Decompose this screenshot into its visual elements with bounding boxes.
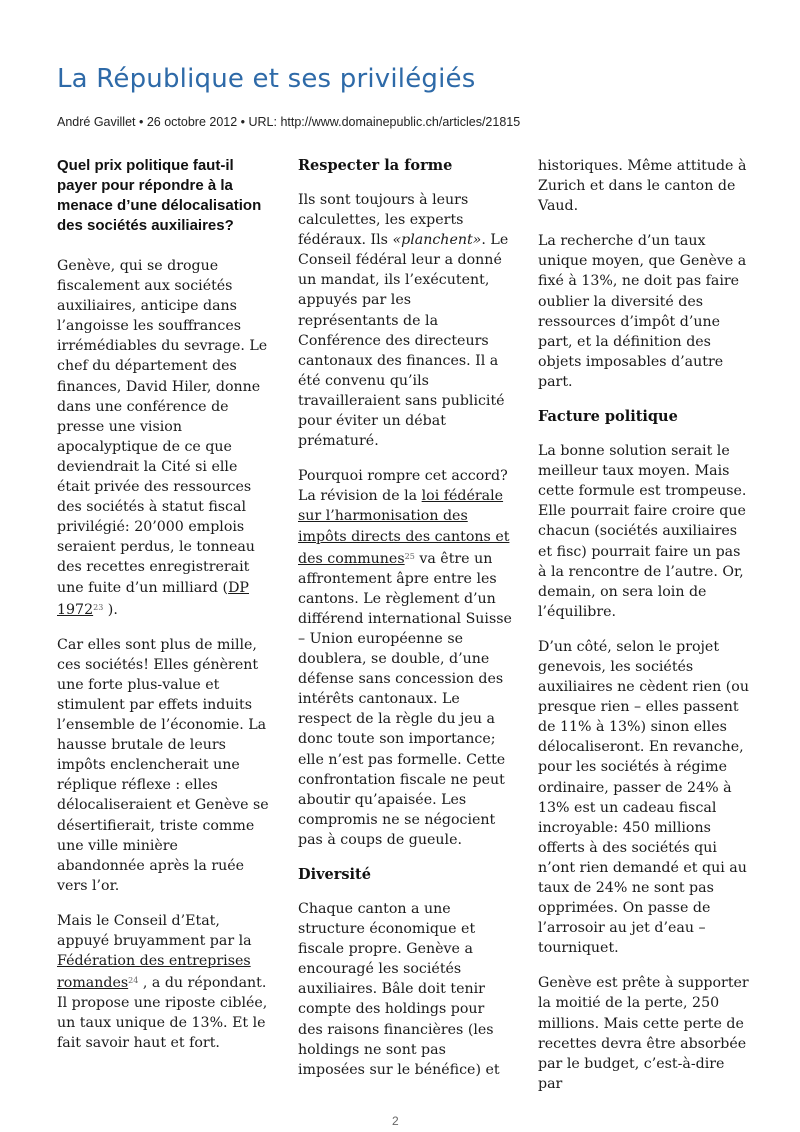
footnote-ref[interactable]: 25 xyxy=(404,551,415,561)
paragraph: Chaque canton a une structure économique et fiscale propre. Genève a encouragé les sociétés auxiliaires. Bâle doit tenir compte des holdings pour des raisons financières (les holdings ne sont pas imposées sur le bénéfice) et xyxy=(298,901,500,1078)
text-run: , a du répondant. Il propose une riposte ciblée, un taux unique de 13%. Et le fait savoir haut et fort. xyxy=(57,975,268,1052)
text-run: Genève, qui se drogue fiscalement aux sociétés auxiliaires, anticipe dans l’angoisse les souffrances irrémédiables du sevrage. Le chef du département des finances, David Hiler, donne dans une conférence de presse une vision apocalyptique de ce que deviendrait la Cité si elle était privée des ressources des sociétés à statut fiscal privilégié: 20’000 emplois seraient perdus, le tonneau des recettes enregistrerait une fuite d’un milliard ( xyxy=(57,258,268,596)
paragraph: Car elles sont plus de mille, ces sociétés! Elles génèrent une forte plus-value et stimulent par effets induits l’ensemble de l’économie. La hausse brutale de leurs impôts enclencherait une réplique réflexe : elles délocaliseraient et Genève se désertifierait, triste comme une ville minière abandonnée après la ruée vers l’or. xyxy=(57,636,269,894)
emphasis: «planchent» xyxy=(392,232,482,249)
paragraph: D’un côté, selon le projet genevois, les sociétés auxiliaires ne cèdent rien (ou presque rien – elles passent de 11% à 13%) sinon elles délocaliseront. En revanche, pour les sociétés à régime ordinaire, passer de 24% à 13% est un cadeau fiscal incroyable: 450 millions offerts à des sociétés qui n’ont rien demandé et qui au taux de 24% ne sont pas opprimées. On passe de l’arrosoir au jet d’eau – tourniquet. xyxy=(538,638,749,957)
text-run: ). xyxy=(103,601,118,618)
footnote-ref[interactable]: 24 xyxy=(128,976,139,986)
section-heading: Facture politique xyxy=(538,408,678,426)
lead-question: Quel prix politique faut-il payer pour répondre à la menace d’une délocalisation des sociétés auxiliaires? xyxy=(57,157,262,234)
link-federation-entreprises[interactable]: Fédération des entreprises romandes xyxy=(57,953,251,992)
link-dp-1972[interactable]: DP 1972 xyxy=(57,579,249,618)
column-1 xyxy=(57,156,269,1069)
paragraph: historiques. Même attitude à Zurich et dans le canton de Vaud. xyxy=(538,158,747,215)
paragraph: Genève est prête à supporter la moitié de la perte, 250 millions. Mais cette perte de recettes devra être absorbée par le budget, c’est-à-dire par xyxy=(538,975,749,1092)
text-run: . Le Conseil fédéral leur a donné un mandat, ils l’exécutent, appuyés par les représentants de la Conférence des directeurs cantonaux des finances. Il a été convenu qu’ils travailleraient sans publicité pour éviter un débat prématuré. xyxy=(298,232,509,450)
link-loi-federale[interactable]: loi fédérale sur l’harmonisation des impôts directs des cantons et des communes xyxy=(298,488,510,567)
column-2 xyxy=(298,156,512,1095)
section-heading: Diversité xyxy=(298,866,371,883)
text-run: Pourquoi rompre cet accord? La révision de la xyxy=(298,468,508,505)
column-3 xyxy=(538,156,750,1109)
paragraph: La bonne solution serait le meilleur taux moyen. Mais cette formule est trompeuse. Elle pourrait faire croire que chacun (sociétés auxiliaires et fisc) pourrait faire un pas à la rencontre de l’autre. Or, demain, on sera loin de l’équilibre. xyxy=(538,443,747,620)
page-number: 2 xyxy=(392,1114,399,1128)
paragraph xyxy=(298,466,512,850)
text-run: va être un affrontement âpre entre les cantons. Le règlement d’un différend international Suisse – Union européenne se doublera, se double, d’une défense sans concession des intérêts cantonaux. Le respect de la règle du jeu a donc toute son importance; elle n’est pas formelle. Cette confrontation fiscale ne peut aboutir qu’apaisée. Les compromis ne se négocient pas à coups de gueule. xyxy=(298,550,512,848)
article-byline: André Gavillet • 26 octobre 2012 • URL: http://www.domainepublic.ch/articles/21815 xyxy=(57,115,521,129)
paragraph xyxy=(57,911,269,1054)
section-heading: Respecter la forme xyxy=(298,157,453,174)
paragraph xyxy=(298,190,512,451)
paragraph xyxy=(57,256,269,620)
footnote-ref[interactable]: 23 xyxy=(93,602,104,612)
article-title: La République et ses privilégiés xyxy=(57,64,476,94)
text-run: Mais le Conseil d’Etat, appuyé bruyamment par la xyxy=(57,912,252,949)
paragraph: La recherche d’un taux unique moyen, que Genève a fixé à 13%, ne doit pas faire oublier la diversité des ressources d’impôt d’une part, et la définition des objets imposables d’autre part. xyxy=(538,233,747,390)
text-run: Ils sont toujours à leurs calculettes, les experts fédéraux. Ils xyxy=(298,192,469,249)
